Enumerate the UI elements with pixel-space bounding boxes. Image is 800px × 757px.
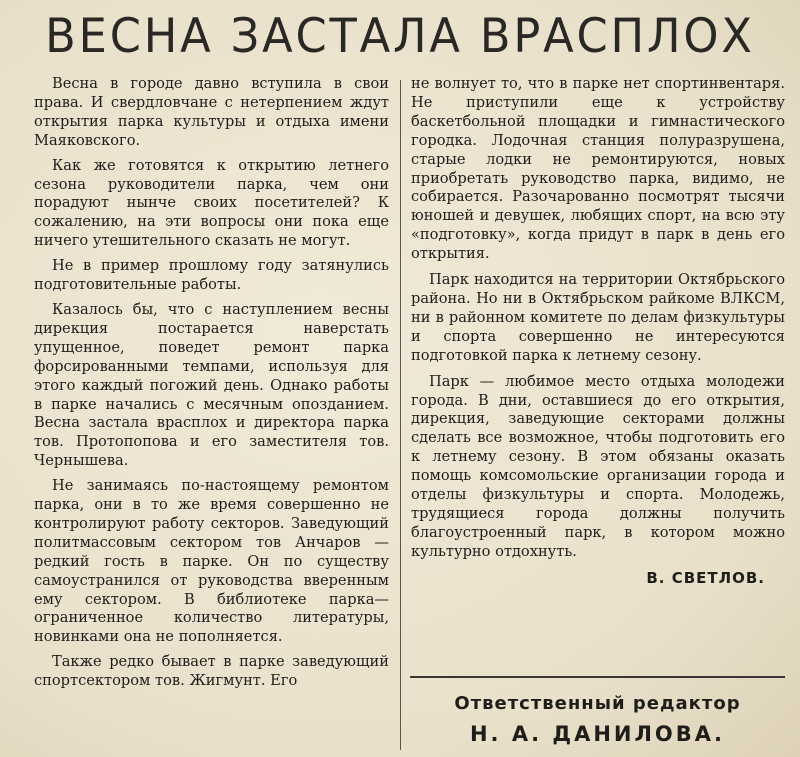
column-divider: [400, 80, 401, 750]
paragraph: Весна в городе давно вступила в свои права. И свердловчане с нетерпением ждут открытия парка культуры и отдыха имени Маяковского.: [34, 75, 389, 149]
left-column: [34, 75, 389, 697]
headline: ВЕСНА ЗАСТАЛА ВРАСПЛОХ: [45, 9, 755, 64]
editor-divider: [410, 676, 785, 678]
paragraph: Казалось бы, что с наступлением весны дирекция постарается наверстать упущенное, поведет ремонт парка форсированными темпами, используя для этого каждый погожий день. Однако работы в парке начались с месячным опозданием. Весна застала врасплох и директора парка тов. Протопопова и его заместителя тов. Чернышева.: [34, 300, 389, 470]
paragraph: Парк находится на территории Октябрьского района. Но ни в Октябрьском райкоме ВЛКСМ, ни в районном комитете по делам физкультуры и спорта совершенно не интересуются подготовкой парка к летнему сезону.: [411, 271, 785, 364]
editor-title: Ответственный редактор: [454, 693, 741, 714]
paragraph: Не занимаясь по-настоящему ремонтом парка, они в то же время совершенно не контролируют работу секторов. Заведующий политмассовым сектором тов Анчаров — редкий гость в парке. Он по существу самоустранился от руководства вверенным ему сектором. В библиотеке парка—ограниченное количество литературы, новинками она не пополняется.: [34, 477, 389, 646]
author-signature: В. СВЕТЛОВ.: [646, 568, 765, 587]
paragraph: не волнует то, что в парке нет спортинвентаря. Не приступили еще к устройству баскетбольной площадки и гимнастического городка. Лодочная станция полуразрушена, старые лодки не ремонтируются, новых приобретать руководство парка, видимо, не собирается. Разочарованно посмотрят тысячи юношей и девушек, любящих спорт, на всю эту «подготовку», когда придут в парк в день его открытия.: [411, 75, 785, 263]
right-column: [411, 75, 785, 588]
paragraph: Как же готовятся к открытию летнего сезона руководители парка, чем они порадуют нынче своих посетителей? К сожалению, на эти вопросы они пока еще ничего утешительного сказать не могут.: [34, 156, 389, 250]
paragraph: Не в пример прошлому году затянулись подготовительные работы.: [34, 257, 389, 294]
paragraph: Парк — любимое место отдыха молодежи города. В дни, оставшиеся до его открытия, дирекция, заведующие секторами должны сделать все возможное, чтобы подготовить его к летнему сезону. В этом обязаны оказать помощь комсомольские организации города и отделы физкультуры и спорта. Молодежь, трудящиеся города должны получить благоустроенный парк, в котором можно культурно отдохнуть.: [411, 372, 785, 560]
paragraph: Также редко бывает в парке заведующий спортсектором тов. Жигмунт. Его: [34, 653, 389, 690]
editor-name: Н. А. ДАНИЛОВА.: [469, 722, 726, 746]
